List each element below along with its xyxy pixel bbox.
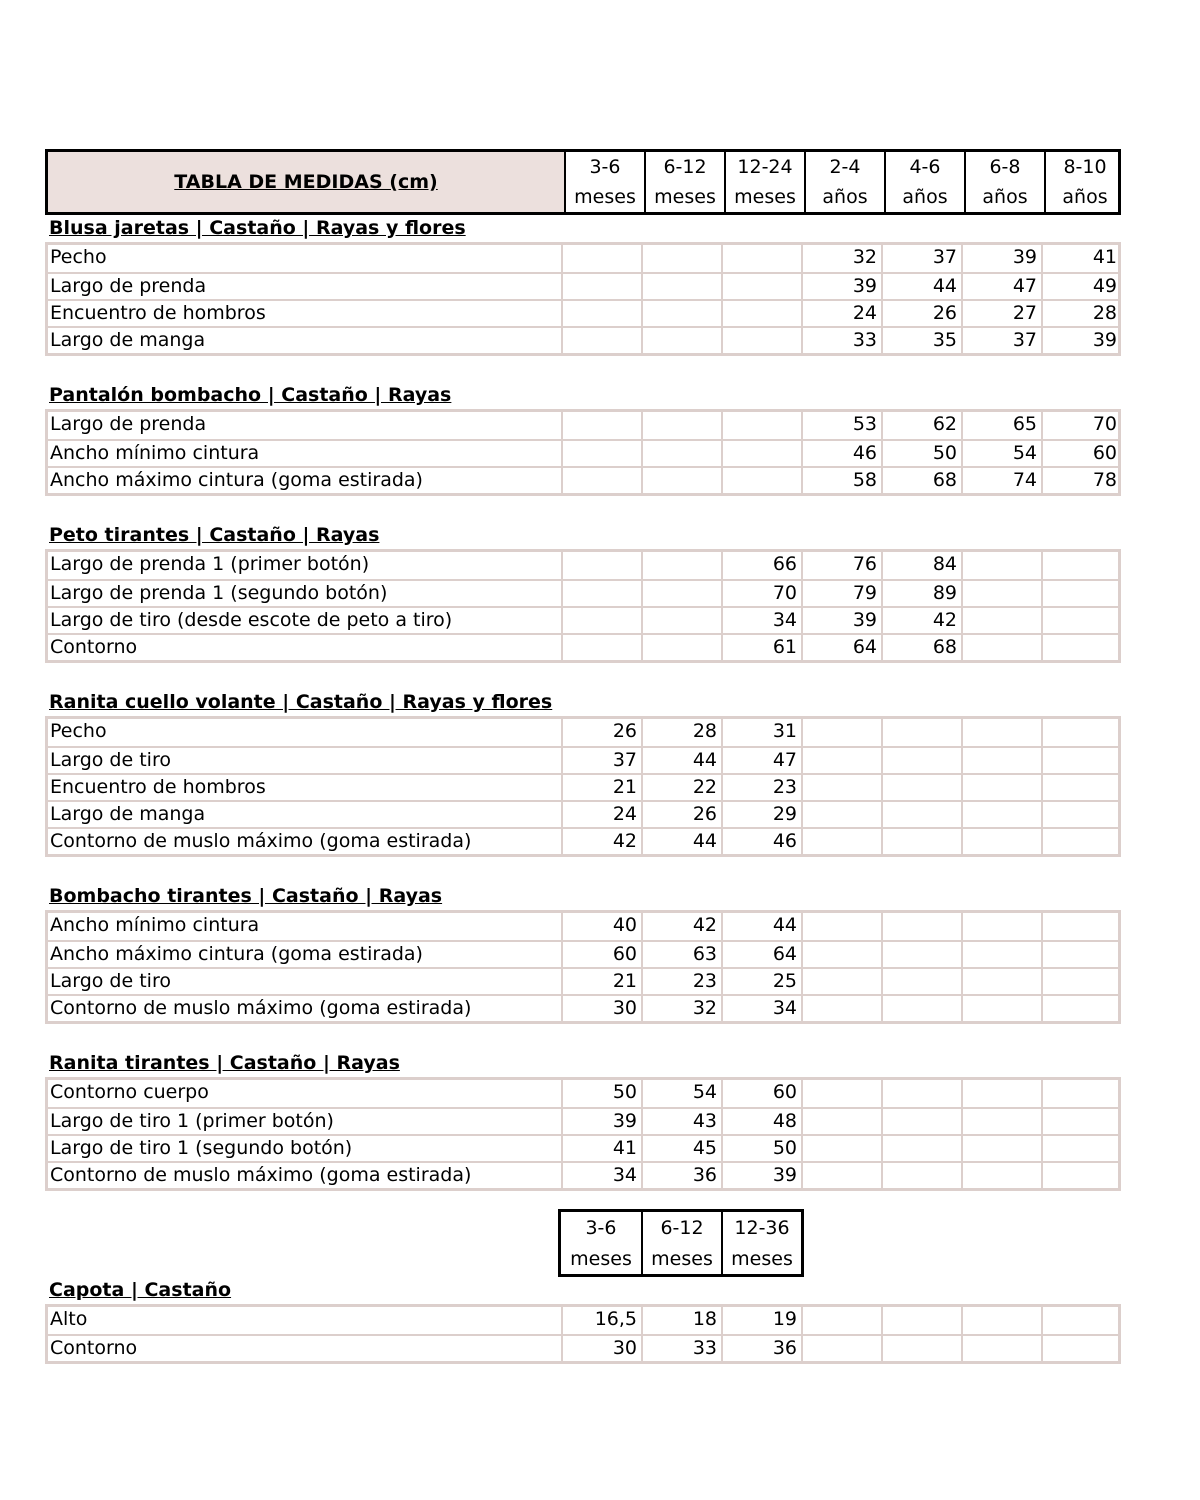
section-title: Ranita cuello volante | Castaño | Rayas y flores [49,691,553,713]
measurement-value: 62 [881,412,961,439]
measurement-value [961,967,1041,994]
measurement-value [1041,967,1121,994]
table-row [48,1107,1118,1134]
measurement-value [801,1161,881,1188]
size-column-header [964,152,1044,212]
measurement-value [721,412,801,439]
measurement-value [961,994,1041,1021]
measurement-value [961,800,1041,827]
garment-section [45,215,1121,356]
measurement-value: 41 [561,1134,641,1161]
measurement-value [641,633,721,660]
measurement-label: Largo de tiro (desde escote de peto a tiro) [48,606,561,633]
size-range: 6-12 [663,156,707,178]
table-row [48,746,1118,773]
measurement-label: Pecho [50,246,107,268]
measurement-value: 54 [961,439,1041,466]
size-range: 3-6 [585,1216,617,1239]
measurement-value: 58 [801,466,881,493]
measurement-label: Largo de prenda [50,413,207,435]
table-row [48,552,1118,579]
measurement-value [881,1134,961,1161]
measurement-label: Ancho máximo cintura (goma estirada) [48,466,561,493]
measurement-value: 23 [641,967,721,994]
measurement-value [801,1107,881,1134]
measurement-value [561,633,641,660]
size-range: 6-8 [989,156,1021,178]
measurement-value: 39 [1041,326,1121,353]
measurement-label: Largo de tiro [48,746,561,773]
size-column-header [561,1212,641,1274]
measurement-value [1041,746,1121,773]
measurement-value: 39 [801,606,881,633]
measurement-value: 47 [721,746,801,773]
size-column-header [804,152,884,212]
size-unit: años [1062,186,1108,208]
measurement-value [1041,827,1121,854]
measurement-value [961,940,1041,967]
size-unit: meses [574,186,636,208]
measurement-value: 27 [961,299,1041,326]
measurement-label: Encuentro de hombros [48,773,561,800]
measurement-value [1041,800,1121,827]
garment-section [45,382,1121,496]
size-column-header [724,152,804,212]
measurement-table [45,1077,1121,1191]
measurement-value [881,1161,961,1188]
measurement-value: 44 [641,827,721,854]
measurement-value [801,1334,881,1361]
measurement-value: 45 [641,1134,721,1161]
measurement-value [1041,606,1121,633]
measurement-value: 19 [721,1307,801,1334]
table-row [48,299,1118,326]
measurement-value: 79 [801,579,881,606]
measurement-value [721,439,801,466]
table-row [48,579,1118,606]
measurement-value: 37 [881,245,961,272]
section-title: Bombacho tirantes | Castaño | Rayas [49,885,443,907]
section-title: Blusa jaretas | Castaño | Rayas y flores [49,217,466,239]
measurement-value [801,913,881,940]
measurement-table [45,242,1121,356]
measurement-value: 43 [641,1107,721,1134]
measurement-value: 23 [721,773,801,800]
measurement-value: 36 [721,1334,801,1361]
measurement-value [881,1334,961,1361]
measurement-value: 89 [881,579,961,606]
measurement-table [45,910,1121,1024]
measurement-value [1041,1307,1121,1334]
measurement-value [801,800,881,827]
measurement-label: Largo de tiro 1 (primer botón) [48,1107,561,1134]
measurement-value: 34 [721,994,801,1021]
garment-section [45,689,1121,857]
table-row [48,1334,1118,1361]
measurement-value [881,719,961,746]
measurement-label: Encuentro de hombros [48,299,561,326]
measurement-value [1041,1161,1121,1188]
measurement-value [881,967,961,994]
measurement-value: 70 [721,579,801,606]
measurement-value [1041,1080,1121,1107]
measurement-value [881,746,961,773]
measurement-value [881,940,961,967]
measurement-value [561,245,641,272]
measurement-value: 39 [801,272,881,299]
table-row [48,967,1118,994]
measurement-value: 64 [801,633,881,660]
measurement-value [801,967,881,994]
table-row [48,1134,1118,1161]
measurement-value [961,1107,1041,1134]
measurement-value [881,1080,961,1107]
measurement-value [1041,552,1121,579]
measurement-label: Ancho mínimo cintura [50,914,260,936]
measurement-value: 54 [641,1080,721,1107]
measurement-value: 70 [1041,412,1121,439]
measurement-value [801,1307,881,1334]
measurement-value [641,299,721,326]
measurement-label: Contorno [48,633,561,660]
measurement-label: Contorno cuerpo [50,1081,209,1103]
measurement-value [801,994,881,1021]
measurement-value: 44 [721,913,801,940]
measurement-value: 76 [801,552,881,579]
measurement-value [1041,1107,1121,1134]
table-row [48,940,1118,967]
measurement-value [1041,1134,1121,1161]
table-row [48,412,1118,439]
measurement-value: 68 [881,633,961,660]
table-row [48,633,1118,660]
measurement-value [801,1134,881,1161]
size-column-header [1044,152,1124,212]
measurement-value: 28 [641,719,721,746]
size-unit: años [822,186,868,208]
garment-sections [45,215,1121,1191]
measurement-value [881,1307,961,1334]
measurement-value: 41 [1041,245,1121,272]
measurement-value [721,326,801,353]
measurement-value [801,773,881,800]
size-unit: meses [734,186,796,208]
measurement-value: 60 [721,1080,801,1107]
measurement-value: 63 [641,940,721,967]
measurement-value: 34 [561,1161,641,1188]
measurement-label: Largo de prenda 1 (primer botón) [50,553,370,575]
measurement-value: 39 [561,1107,641,1134]
size-unit: meses [651,1247,713,1270]
measurement-value [1041,633,1121,660]
measurement-value [721,272,801,299]
measurement-label: Largo de manga [48,326,561,353]
measurement-value: 37 [561,746,641,773]
measurement-value [641,466,721,493]
measurement-value [801,1080,881,1107]
measurement-value [1041,579,1121,606]
measurement-value: 46 [801,439,881,466]
measurement-value [641,326,721,353]
garment-section [45,1050,1121,1191]
measurement-value: 30 [561,1334,641,1361]
section-title: Ranita tirantes | Castaño | Rayas [49,1052,400,1074]
measurement-value [961,1080,1041,1107]
measurement-value: 78 [1041,466,1121,493]
measurement-value: 60 [1041,439,1121,466]
measurement-value [721,466,801,493]
measurement-value: 25 [721,967,801,994]
measurement-value [1041,1334,1121,1361]
measurement-value: 64 [721,940,801,967]
measurement-value [561,552,641,579]
size-range: 12-24 [737,156,793,178]
measurement-value: 31 [721,719,801,746]
measurement-table [45,716,1121,857]
table-row [48,913,1118,940]
measurement-value [641,272,721,299]
table-row [48,466,1118,493]
measurement-label: Pecho [50,720,107,742]
measurement-label: Largo de prenda [48,272,561,299]
size-column-header [641,1212,721,1274]
measurement-value: 65 [961,412,1041,439]
measurement-value [561,412,641,439]
measurement-value: 21 [561,773,641,800]
measurement-value [961,913,1041,940]
measurement-value: 53 [801,412,881,439]
measurement-label: Largo de prenda 1 (segundo botón) [48,579,561,606]
table-row [48,1307,1118,1334]
measurement-value: 50 [721,1134,801,1161]
measurement-value [961,719,1041,746]
measurement-value: 39 [961,245,1041,272]
measurement-value [801,827,881,854]
measurement-value [641,606,721,633]
measurement-value [801,746,881,773]
measurement-value [561,272,641,299]
measurement-value: 32 [641,994,721,1021]
measurement-value: 33 [801,326,881,353]
measurement-value [801,719,881,746]
size-range: 2-4 [829,156,861,178]
measurement-value [1041,940,1121,967]
measurement-value: 68 [881,466,961,493]
size-range: 4-6 [909,156,941,178]
measurement-value [881,800,961,827]
table-row [48,326,1118,353]
measurement-value: 46 [721,827,801,854]
measurement-label: Contorno de muslo máximo (goma estirada) [48,827,561,854]
measurement-value: 35 [881,326,961,353]
measurement-value [961,1307,1041,1334]
garment-section [45,522,1121,663]
measurement-value: 42 [561,827,641,854]
measurement-value: 44 [881,272,961,299]
table-row [48,719,1118,746]
size-unit: años [902,186,948,208]
measurement-value [641,552,721,579]
measurement-value: 16,5 [561,1307,641,1334]
section-title: Peto tirantes | Castaño | Rayas [49,524,380,546]
section-title: Pantalón bombacho | Castaño | Rayas [49,384,452,406]
measurement-value: 29 [721,800,801,827]
table-row [48,606,1118,633]
size-unit: meses [570,1247,632,1270]
measurement-value: 26 [641,800,721,827]
measurement-value [561,299,641,326]
measurement-table [45,549,1121,663]
garment-section [45,883,1121,1024]
measurement-label: Ancho máximo cintura (goma estirada) [48,940,561,967]
table-row [48,272,1118,299]
table-title: TABLA DE MEDIDAS (cm) [48,152,564,212]
measurement-value [961,773,1041,800]
measurement-value [961,606,1041,633]
size-column-header [644,152,724,212]
measurement-value [721,299,801,326]
size-column-header [721,1212,801,1274]
measurement-value: 30 [561,994,641,1021]
measurement-value [881,773,961,800]
measurement-value [721,245,801,272]
size-range: 3-6 [589,156,621,178]
table-row [48,245,1118,272]
table-row [48,994,1118,1021]
measurement-value [1041,773,1121,800]
measurement-value: 40 [561,913,641,940]
table-row [48,1161,1118,1188]
measurement-value: 24 [801,299,881,326]
measurement-value: 60 [561,940,641,967]
measurement-value [561,606,641,633]
measurement-value [961,579,1041,606]
size-column-header [564,152,644,212]
measurement-value: 42 [641,913,721,940]
measurement-value: 49 [1041,272,1121,299]
size-column-header [884,152,964,212]
measurement-value [641,439,721,466]
measurement-value [801,940,881,967]
measurement-value: 26 [561,719,641,746]
measurement-value [881,1107,961,1134]
size-unit: meses [654,186,716,208]
measurement-value [641,412,721,439]
measurement-value: 39 [721,1161,801,1188]
measurement-value [881,913,961,940]
capota-size-header [558,1209,804,1277]
measurement-value [641,579,721,606]
table-row [48,439,1118,466]
measurement-value: 34 [721,606,801,633]
section-title: Capota | Castaño [49,1279,232,1301]
size-range: 6-12 [660,1216,704,1239]
measurement-value: 21 [561,967,641,994]
size-unit: años [982,186,1028,208]
measurement-label: Ancho mínimo cintura [48,439,561,466]
measurement-label: Contorno de muslo máximo (goma estirada) [48,1161,561,1188]
measurement-value [961,1134,1041,1161]
measurement-value: 74 [961,466,1041,493]
measurement-value [961,633,1041,660]
measurement-value: 18 [641,1307,721,1334]
measurement-value: 50 [881,439,961,466]
measurement-value [1041,913,1121,940]
measurement-label: Alto [50,1308,88,1330]
size-range: 8-10 [1063,156,1107,178]
measurement-value [641,245,721,272]
measurement-table [45,409,1121,496]
measurement-label: Largo de tiro [48,967,561,994]
measurement-value [881,994,961,1021]
measurement-value [1041,719,1121,746]
measurement-value: 22 [641,773,721,800]
measurement-value: 48 [721,1107,801,1134]
measurement-value: 28 [1041,299,1121,326]
measurement-value [1041,994,1121,1021]
size-unit: meses [731,1247,793,1270]
measurement-label: Contorno de muslo máximo (goma estirada) [48,994,561,1021]
measurement-value: 84 [881,552,961,579]
measurement-value [961,1161,1041,1188]
measurement-value: 66 [721,552,801,579]
measurement-value [961,1334,1041,1361]
measurement-value: 32 [801,245,881,272]
measurement-value: 33 [641,1334,721,1361]
measurement-value: 61 [721,633,801,660]
measurement-value: 42 [881,606,961,633]
capota-section [45,1277,1121,1364]
measurement-value [961,827,1041,854]
measurement-value [881,827,961,854]
table-row [48,1080,1118,1107]
measurement-label: Largo de manga [48,800,561,827]
measurement-value [961,746,1041,773]
measurement-value: 50 [561,1080,641,1107]
measurement-value [561,466,641,493]
measurement-value: 37 [961,326,1041,353]
table-row [48,800,1118,827]
measurement-value [561,579,641,606]
measurement-value [561,439,641,466]
measurement-value: 36 [641,1161,721,1188]
measurement-value: 44 [641,746,721,773]
measurement-label: Largo de tiro 1 (segundo botón) [48,1134,561,1161]
measurement-value [561,326,641,353]
garment-section [45,1277,1121,1364]
measurement-value: 26 [881,299,961,326]
table-header [45,149,1121,215]
table-row [48,827,1118,854]
table-row [48,773,1118,800]
measurement-label: Contorno [48,1334,561,1361]
measurement-table [45,1304,1121,1364]
measurement-value [961,552,1041,579]
measurements-sheet [45,149,1121,1364]
measurement-value: 24 [561,800,641,827]
size-range: 12-36 [734,1216,790,1239]
measurement-value: 47 [961,272,1041,299]
